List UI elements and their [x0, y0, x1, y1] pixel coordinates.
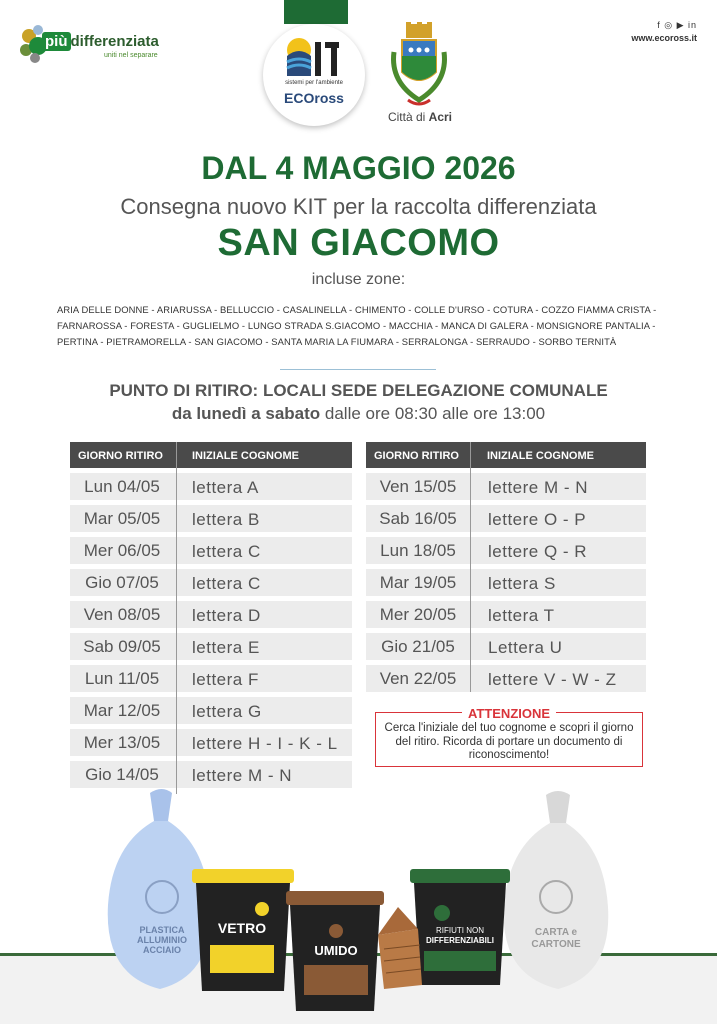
- pickup-day: Mer 20/05: [379, 605, 457, 624]
- pickup-day: Lun 18/05: [380, 541, 456, 560]
- pickup-day: Lun 04/05: [84, 477, 160, 496]
- divider: [280, 369, 436, 370]
- schedule-table-left: [70, 442, 352, 788]
- bins-illustration: [0, 785, 717, 1024]
- plastica-bag-icon: [108, 789, 211, 989]
- zones-list: ARIA DELLE DONNE - ARIARUSSA - BELLUCCIO - CASALINELLA - CHIMENTO - COLLE D'URSO - COTURA - COZZO FIAMMA CRISTA - FARNAROSSA - FORESTA - GUGLIELMO - LUNGO STRADA S.GIACOMO - MACCHIA - MANCA DI GALERA - MONSIGNORE PANTALIA - PERTINA - PIETRAMORELLA - SAN GIACOMO - SANTA MARIA LA FIUMARA - SERRALONGA - SERRAUDO - SORBO TERNITÀ: [57, 304, 657, 347]
- top-green-bar: [284, 0, 348, 24]
- pickup-times: dalle ore 08:30 alle ore 13:00: [320, 404, 546, 423]
- surname-initial: lettera B: [192, 510, 260, 529]
- surname-initial: lettere M - N: [488, 478, 589, 497]
- pickup-day: Ven 15/05: [379, 477, 457, 496]
- pickup-day: Mer 06/05: [83, 541, 161, 560]
- carta-label-2: CARTONE: [531, 939, 581, 950]
- table-row: [70, 505, 352, 532]
- plastica-label-2: ALLUMINIO: [137, 935, 187, 945]
- surname-initial: lettera C: [192, 542, 261, 561]
- umido-bin-icon: [286, 891, 384, 1011]
- umido-label: UMIDO: [314, 943, 358, 958]
- pickup-day: Sab 16/05: [379, 509, 457, 528]
- surname-initial: lettera F: [192, 670, 259, 689]
- piu-differenziata-logo: [18, 24, 158, 64]
- table-row: [366, 601, 646, 628]
- table-row: [70, 729, 352, 756]
- table-row: [70, 601, 352, 628]
- incluse-label: incluse zone:: [311, 271, 406, 288]
- table-row: [366, 665, 646, 692]
- table-header: [366, 442, 646, 468]
- ecoross-tagline: sistemi per l'ambiente: [285, 80, 343, 86]
- table-row: [366, 505, 646, 532]
- plastica-label-1: PLASTICA: [139, 925, 185, 935]
- social-icons: f ◎ ▶ in: [657, 20, 697, 30]
- vetro-label: VETRO: [217, 920, 267, 936]
- surname-initial: lettere H - I - K - L: [192, 734, 338, 753]
- pickup-day: Sab 09/05: [83, 637, 161, 656]
- umido-basket-icon: [378, 907, 422, 989]
- pickup-day: Mar 19/05: [379, 573, 457, 592]
- surname-initial: lettera E: [192, 638, 260, 657]
- pickup-days: da lunedì a sabato: [171, 404, 321, 423]
- attention-title-wrap: [376, 705, 642, 723]
- column-divider: [176, 442, 177, 794]
- citta-prefix: Città di: [387, 110, 426, 124]
- pickup-day: Gio 14/05: [85, 765, 159, 784]
- subtitle: Consegna nuovo KIT per la raccolta differenziata: [120, 194, 597, 219]
- ecoross-mark-icon: [285, 36, 343, 80]
- header-iniziale: INIZIALE COGNOME: [487, 450, 594, 462]
- surname-initial: lettere M - N: [192, 766, 293, 785]
- table-row: [70, 569, 352, 596]
- vetro-bin-icon: [192, 869, 294, 991]
- logo-piu: più: [42, 32, 71, 51]
- attention-box: [375, 706, 643, 767]
- surname-initial: Lettera U: [488, 638, 563, 657]
- pickup-day: Ven 22/05: [379, 669, 457, 688]
- pickup-day: Gio 07/05: [85, 573, 159, 592]
- table-row: [70, 473, 352, 500]
- attention-text: Cerca l'iniziale del tuo cognome e scopri il giorno del ritiro. Ricorda di portare un documento di riconoscimento!: [384, 722, 634, 761]
- acri-crest-icon: [384, 22, 454, 110]
- header-iniziale: INIZIALE COGNOME: [192, 450, 299, 462]
- table-row: [70, 761, 352, 788]
- table-body: [366, 473, 646, 692]
- logo-differenziata: differenziata: [70, 33, 159, 50]
- pickup-day: Mar 12/05: [83, 701, 161, 720]
- logo-wordmark: [42, 32, 159, 51]
- surname-initial: lettera C: [192, 574, 261, 593]
- area-name: SAN GIACOMO: [217, 222, 500, 264]
- surname-initial: lettera S: [488, 574, 556, 593]
- table-row: [366, 633, 646, 660]
- table-body: [70, 473, 352, 788]
- column-divider: [470, 442, 471, 692]
- table-row: [366, 473, 646, 500]
- carta-bag-icon: [504, 791, 609, 989]
- attention-title: ATTENZIONE: [462, 706, 556, 721]
- pickup-day: Mar 05/05: [83, 509, 161, 528]
- surname-initial: lettera G: [192, 702, 262, 721]
- citta-name: Acri: [428, 110, 453, 124]
- ecoross-name: ECOross: [284, 90, 344, 106]
- table-row: [70, 537, 352, 564]
- plastica-label-3: ACCIAIO: [143, 945, 181, 955]
- website-url: www.ecoross.it: [631, 33, 697, 43]
- surname-initial: lettere O - P: [488, 510, 587, 529]
- indiff-label-2: DIFFERENZIABILI: [426, 936, 494, 945]
- pickup-hours: [0, 404, 717, 424]
- table-row: [70, 697, 352, 724]
- surname-initial: lettera A: [192, 478, 259, 497]
- pickup-day: Ven 08/05: [83, 605, 161, 624]
- pickup-day: Mer 13/05: [83, 733, 161, 752]
- pickup-location: PUNTO DI RITIRO: LOCALI SEDE DELEGAZIONE COMUNALE: [109, 381, 608, 400]
- schedule-table-right: [366, 442, 646, 692]
- start-date-title: DAL 4 MAGGIO 2026: [201, 150, 516, 186]
- citta-di-acri: [372, 110, 468, 124]
- header-giorno: GIORNO RITIRO: [374, 450, 459, 462]
- social-block: [631, 20, 697, 43]
- indiff-label-1: RIFIUTI NON: [436, 926, 484, 935]
- surname-initial: lettere V - W - Z: [488, 670, 617, 689]
- logo-tagline: uniti nel separare: [104, 52, 158, 59]
- surname-initial: lettera D: [192, 606, 261, 625]
- table-header: [70, 442, 352, 468]
- table-row: [70, 665, 352, 692]
- pickup-day: Lun 11/05: [84, 669, 160, 688]
- pickup-day: Gio 21/05: [381, 637, 455, 656]
- header-giorno: GIORNO RITIRO: [78, 450, 163, 462]
- surname-initial: lettera T: [488, 606, 555, 625]
- indifferenziato-bin-icon: [410, 869, 510, 985]
- ecoross-logo: [263, 24, 365, 126]
- surname-initial: lettere Q - R: [488, 542, 588, 561]
- table-row: [366, 569, 646, 596]
- table-row: [70, 633, 352, 660]
- carta-label-1: CARTA e: [534, 927, 578, 938]
- table-row: [366, 537, 646, 564]
